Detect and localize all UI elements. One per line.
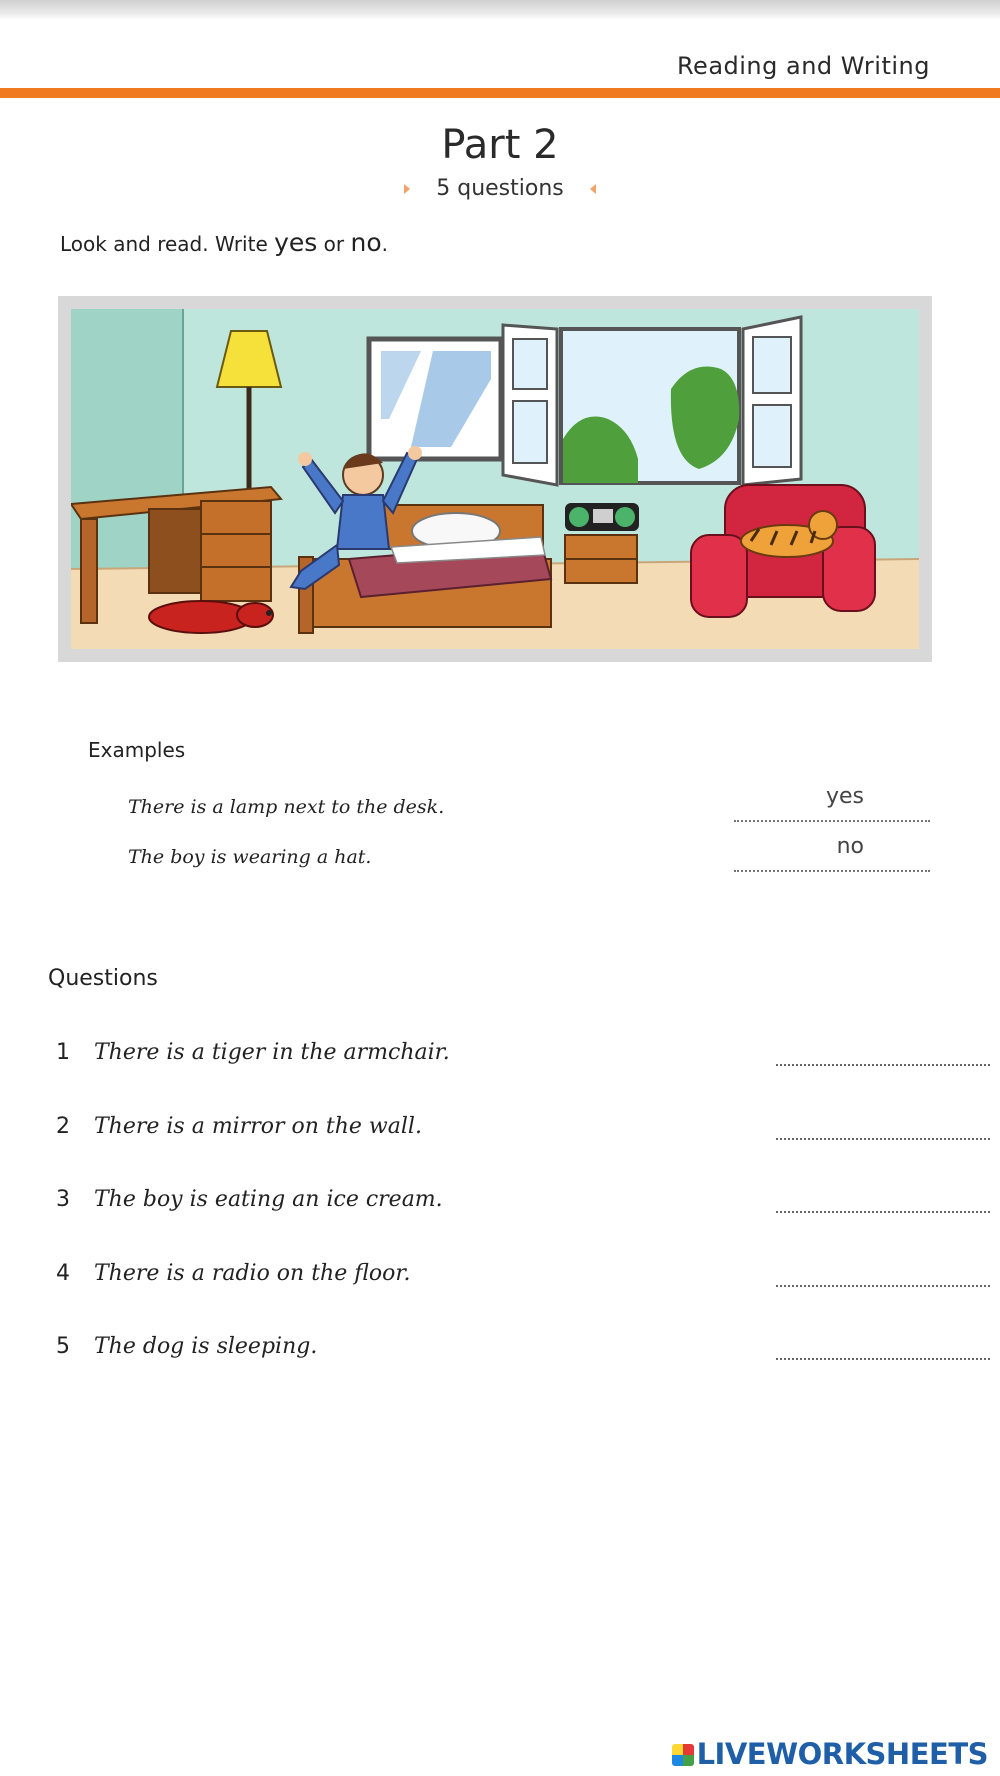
instruction-prefix: Look and read. Write bbox=[60, 232, 275, 256]
example-answer: yes bbox=[825, 784, 864, 809]
questions-heading: Questions bbox=[48, 966, 158, 991]
question-number: 3 bbox=[56, 1187, 70, 1212]
liveworksheets-logo-icon bbox=[672, 1744, 694, 1766]
answer-blank-1[interactable] bbox=[776, 1054, 990, 1066]
answer-blank-5[interactable] bbox=[776, 1348, 990, 1360]
question-number: 2 bbox=[56, 1114, 70, 1139]
section-name: Reading and Writing bbox=[676, 52, 930, 80]
part-title: Part 2 bbox=[441, 122, 559, 168]
question-number: 4 bbox=[56, 1261, 70, 1286]
instruction-word-no: no bbox=[350, 228, 382, 257]
instruction bbox=[60, 228, 388, 257]
question-number: 1 bbox=[56, 1040, 70, 1065]
bedroom-illustration bbox=[58, 296, 932, 662]
answer-blank-3[interactable] bbox=[776, 1201, 990, 1213]
question-text: There is a tiger in the armchair. bbox=[94, 1040, 450, 1065]
question-number: 5 bbox=[56, 1334, 70, 1359]
instruction-middle: or bbox=[317, 232, 351, 256]
liveworksheets-logo bbox=[672, 1737, 988, 1771]
right-triangle-icon bbox=[404, 184, 410, 194]
answer-line bbox=[734, 810, 930, 822]
top-bar bbox=[0, 0, 1000, 20]
examples-heading: Examples bbox=[88, 738, 186, 762]
answer-blank-4[interactable] bbox=[776, 1275, 990, 1287]
question-count-label: 5 questions bbox=[436, 176, 564, 201]
logo-text: LIVEWORKSHEETS bbox=[696, 1737, 988, 1771]
orange-rule bbox=[0, 88, 1000, 98]
question-text: The dog is sleeping. bbox=[94, 1334, 318, 1359]
question-text: There is a radio on the floor. bbox=[94, 1261, 411, 1286]
instruction-suffix: . bbox=[381, 232, 388, 256]
left-triangle-icon bbox=[590, 184, 596, 194]
example-text: There is a lamp next to the desk. bbox=[128, 796, 445, 818]
example-text: The boy is wearing a hat. bbox=[128, 846, 372, 868]
example-answer: no bbox=[836, 834, 864, 859]
instruction-word-yes: yes bbox=[274, 228, 318, 257]
question-text: The boy is eating an ice cream. bbox=[94, 1187, 443, 1212]
bedroom-scene-image bbox=[71, 309, 919, 649]
answer-blank-2[interactable] bbox=[776, 1128, 990, 1140]
answer-line bbox=[734, 860, 930, 872]
question-text: There is a mirror on the wall. bbox=[94, 1114, 422, 1139]
question-count bbox=[0, 176, 1000, 201]
